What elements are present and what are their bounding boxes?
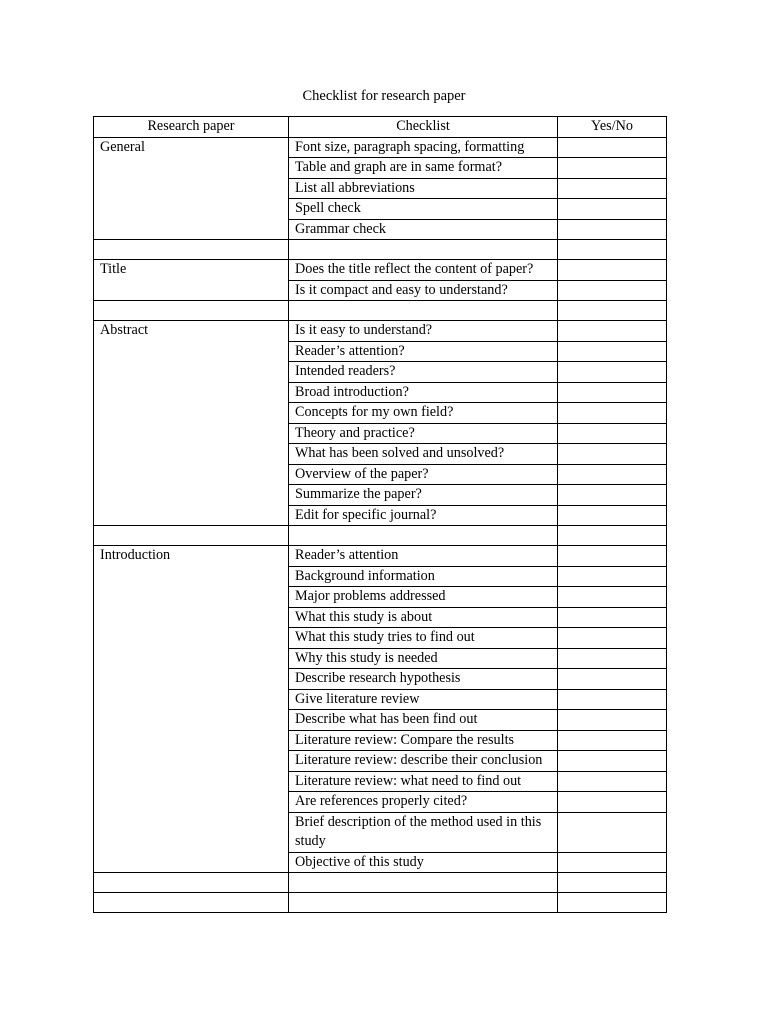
checklist-item: Give literature review	[289, 689, 558, 710]
yes-no-cell[interactable]	[558, 260, 667, 281]
checklist-item: Describe what has been find out	[289, 710, 558, 731]
checklist-item: Reader’s attention	[289, 546, 558, 567]
yes-no-cell[interactable]	[558, 444, 667, 465]
checklist-item: Table and graph are in same format?	[289, 158, 558, 179]
checklist-item: Overview of the paper?	[289, 464, 558, 485]
document-title: Checklist for research paper	[302, 88, 466, 104]
yes-no-cell[interactable]	[558, 219, 667, 240]
yes-no-cell[interactable]	[558, 669, 667, 690]
checklist-item: Objective of this study	[289, 852, 558, 873]
checklist-item: Broad introduction?	[289, 382, 558, 403]
empty-cell[interactable]	[558, 240, 667, 260]
checklist-item: Is it compact and easy to understand?	[289, 280, 558, 301]
empty-cell[interactable]	[558, 301, 667, 321]
checklist-item: Spell check	[289, 199, 558, 220]
spacer-row	[94, 526, 667, 546]
checklist-item: Are references properly cited?	[289, 792, 558, 813]
yes-no-cell[interactable]	[558, 362, 667, 383]
checklist-item: What this study tries to find out	[289, 628, 558, 649]
yes-no-cell[interactable]	[558, 403, 667, 424]
empty-cell[interactable]	[558, 526, 667, 546]
spacer-row	[94, 240, 667, 260]
spacer-row	[94, 301, 667, 321]
section-label: Introduction	[94, 546, 289, 873]
spacer-row	[94, 893, 667, 913]
header-research-paper: Research paper	[94, 117, 289, 138]
section-label: Title	[94, 260, 289, 301]
yes-no-cell[interactable]	[558, 505, 667, 526]
section-label: Abstract	[94, 321, 289, 526]
checklist-item: Describe research hypothesis	[289, 669, 558, 690]
yes-no-cell[interactable]	[558, 178, 667, 199]
checklist-item: Does the title reflect the content of paper?	[289, 260, 558, 281]
yes-no-cell[interactable]	[558, 566, 667, 587]
checklist-row	[94, 137, 667, 158]
checklist-body	[94, 137, 667, 913]
yes-no-cell[interactable]	[558, 546, 667, 567]
yes-no-cell[interactable]	[558, 423, 667, 444]
yes-no-cell[interactable]	[558, 587, 667, 608]
yes-no-cell[interactable]	[558, 771, 667, 792]
empty-cell	[289, 893, 558, 913]
checklist-item: Grammar check	[289, 219, 558, 240]
header-row	[94, 117, 667, 138]
checklist-item: Literature review: what need to find out	[289, 771, 558, 792]
section-label: General	[94, 137, 289, 240]
checklist-item: Major problems addressed	[289, 587, 558, 608]
yes-no-cell[interactable]	[558, 382, 667, 403]
yes-no-cell[interactable]	[558, 689, 667, 710]
yes-no-cell[interactable]	[558, 341, 667, 362]
yes-no-cell[interactable]	[558, 730, 667, 751]
checklist-item: Brief description of the method used in this study	[289, 812, 558, 852]
header-checklist: Checklist	[289, 117, 558, 138]
yes-no-cell[interactable]	[558, 321, 667, 342]
empty-cell	[94, 526, 289, 546]
checklist-item: Reader’s attention?	[289, 341, 558, 362]
yes-no-cell[interactable]	[558, 464, 667, 485]
empty-cell	[94, 240, 289, 260]
yes-no-cell[interactable]	[558, 751, 667, 772]
yes-no-cell[interactable]	[558, 280, 667, 301]
header-yes-no: Yes/No	[558, 117, 667, 138]
research-checklist-table	[93, 116, 667, 913]
checklist-row	[94, 546, 667, 567]
checklist-item: Is it easy to understand?	[289, 321, 558, 342]
yes-no-cell[interactable]	[558, 137, 667, 158]
checklist-item: Theory and practice?	[289, 423, 558, 444]
checklist-item: Edit for specific journal?	[289, 505, 558, 526]
checklist-item: Literature review: describe their conclusion	[289, 751, 558, 772]
yes-no-cell[interactable]	[558, 812, 667, 852]
spacer-row	[94, 873, 667, 893]
checklist-row	[94, 321, 667, 342]
empty-cell	[94, 301, 289, 321]
checklist-item: What this study is about	[289, 607, 558, 628]
checklist-item: Intended readers?	[289, 362, 558, 383]
checklist-item: Background information	[289, 566, 558, 587]
checklist-item: Font size, paragraph spacing, formatting	[289, 137, 558, 158]
empty-cell[interactable]	[558, 873, 667, 893]
empty-cell	[289, 301, 558, 321]
yes-no-cell[interactable]	[558, 199, 667, 220]
empty-cell	[289, 240, 558, 260]
checklist-item: What has been solved and unsolved?	[289, 444, 558, 465]
checklist-item: Concepts for my own field?	[289, 403, 558, 424]
yes-no-cell[interactable]	[558, 607, 667, 628]
yes-no-cell[interactable]	[558, 485, 667, 506]
empty-cell	[289, 526, 558, 546]
checklist-item: List all abbreviations	[289, 178, 558, 199]
checklist-row	[94, 260, 667, 281]
checklist-item: Why this study is needed	[289, 648, 558, 669]
empty-cell	[94, 873, 289, 893]
yes-no-cell[interactable]	[558, 792, 667, 813]
yes-no-cell[interactable]	[558, 158, 667, 179]
empty-cell[interactable]	[558, 893, 667, 913]
yes-no-cell[interactable]	[558, 852, 667, 873]
empty-cell	[94, 893, 289, 913]
yes-no-cell[interactable]	[558, 710, 667, 731]
yes-no-cell[interactable]	[558, 628, 667, 649]
checklist-item: Literature review: Compare the results	[289, 730, 558, 751]
yes-no-cell[interactable]	[558, 648, 667, 669]
empty-cell	[289, 873, 558, 893]
checklist-item: Summarize the paper?	[289, 485, 558, 506]
